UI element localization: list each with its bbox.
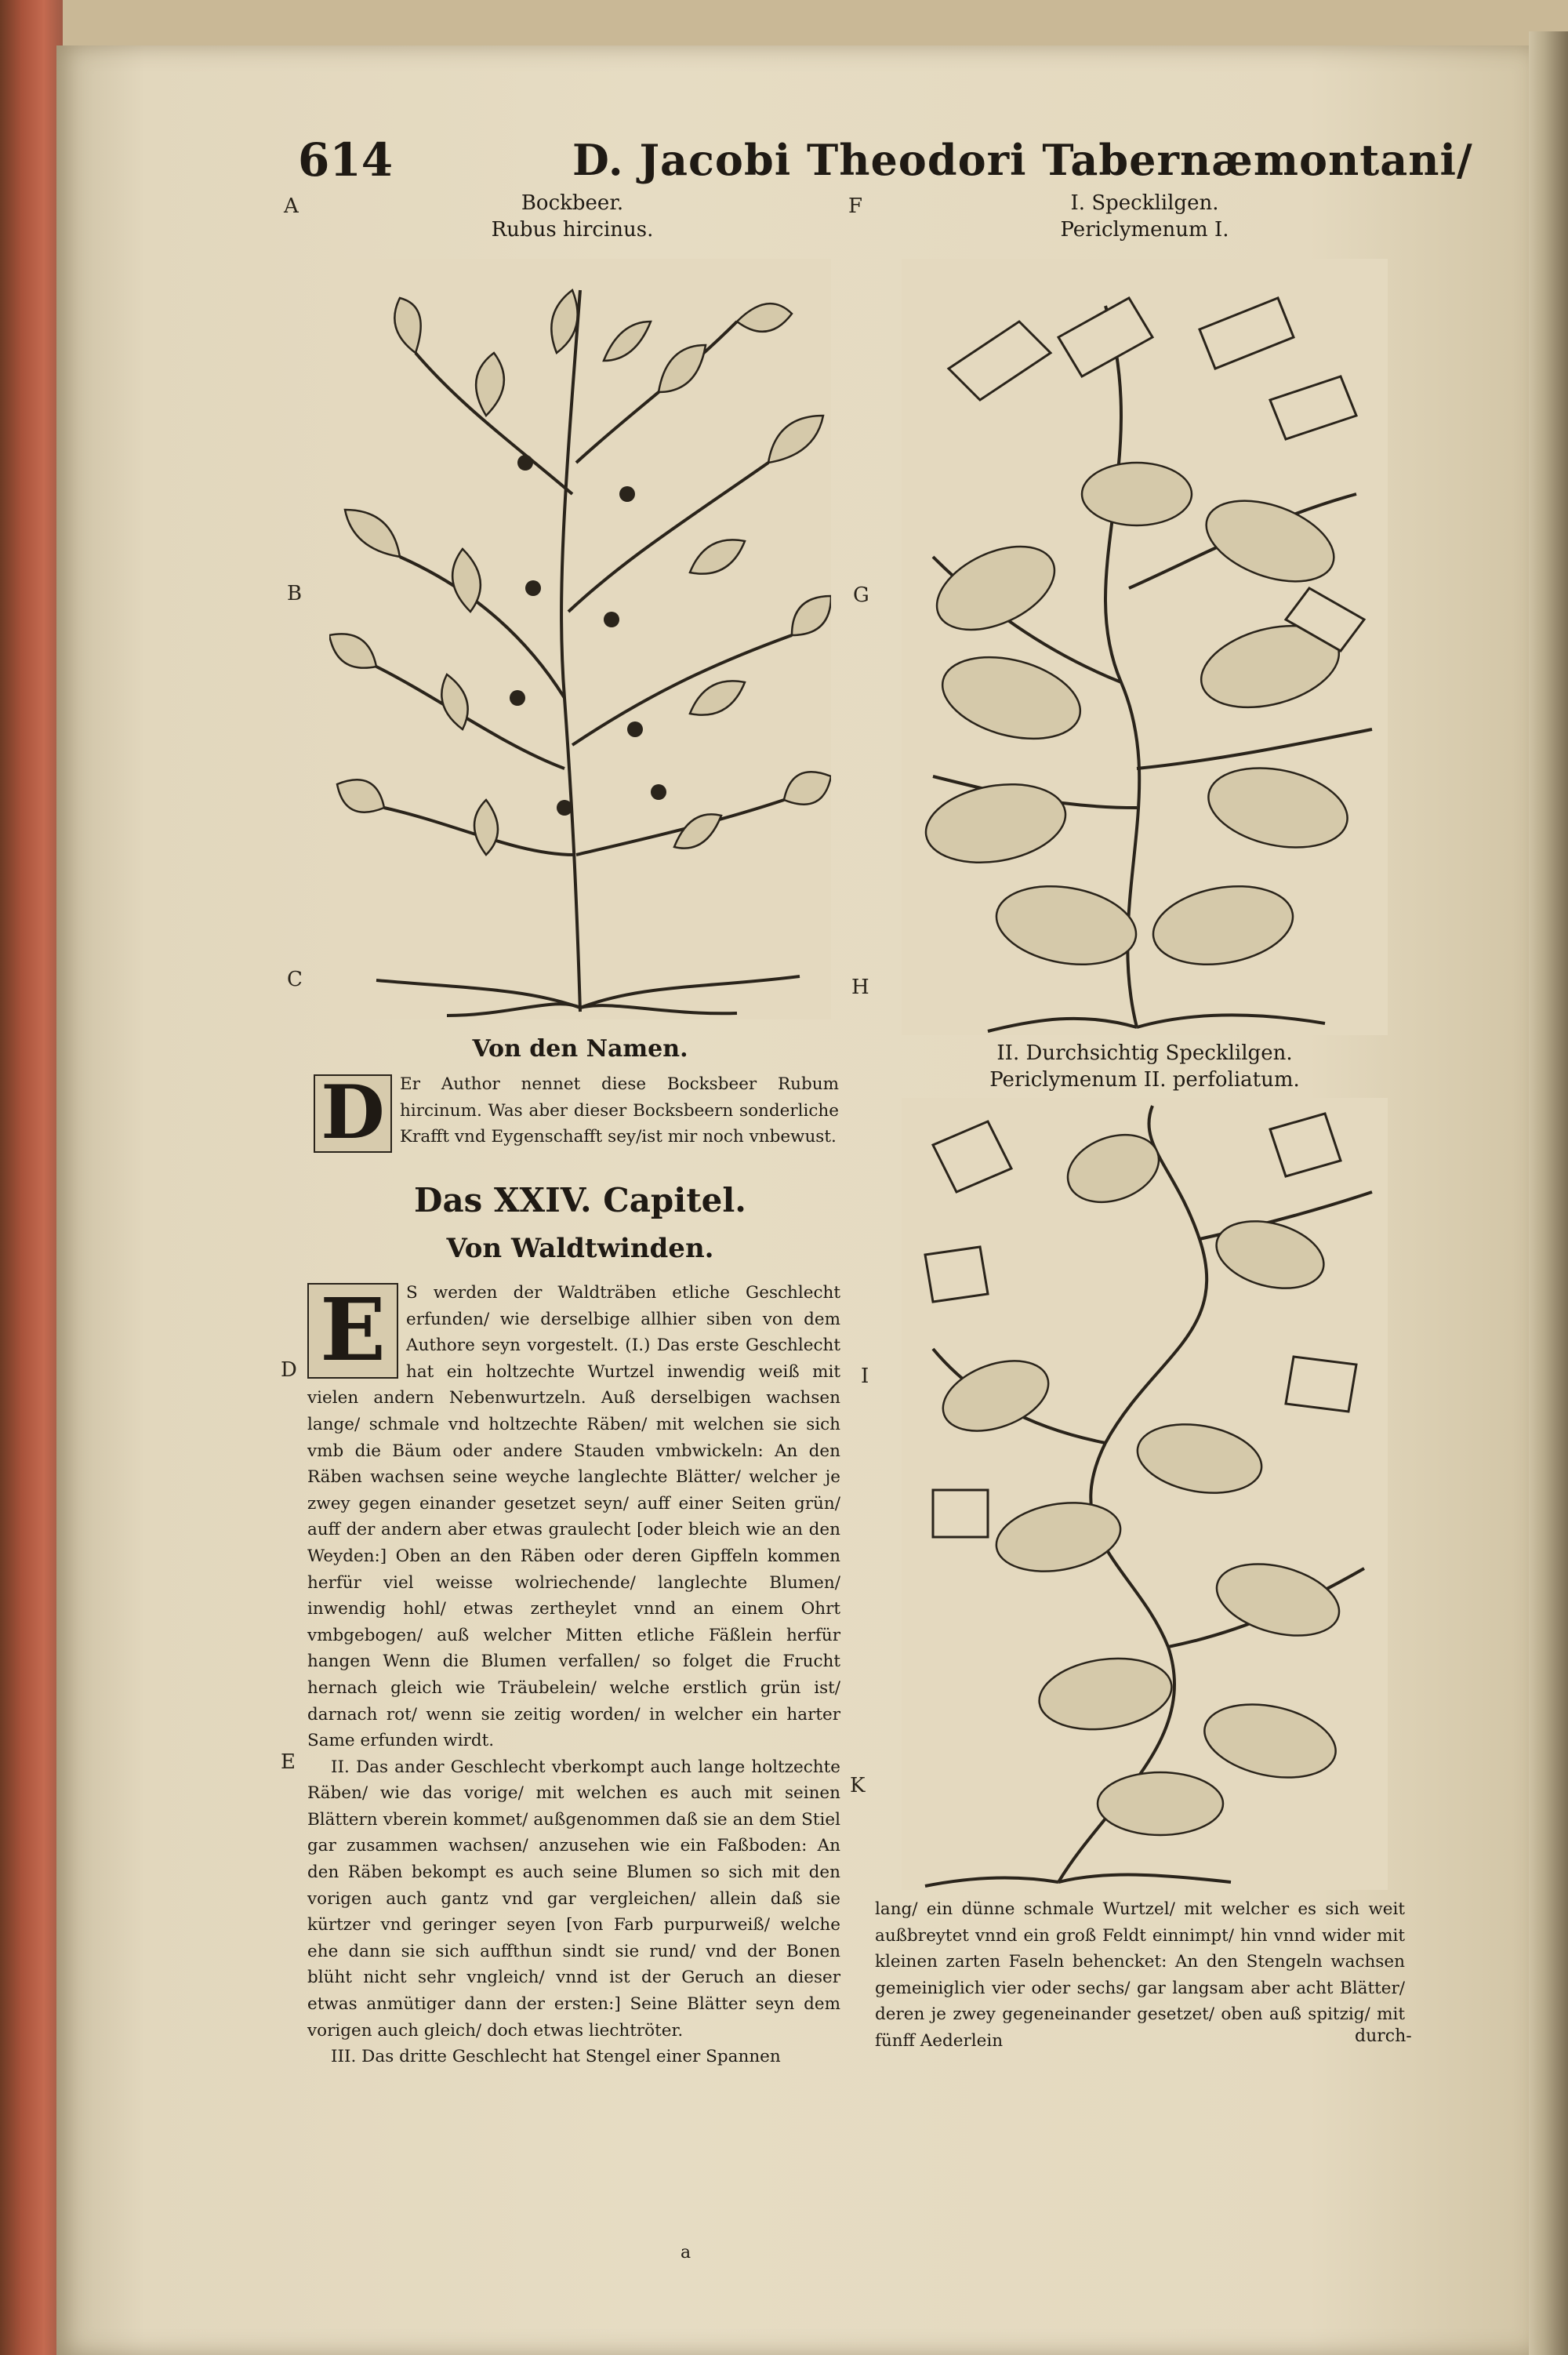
chapter-title: Das XXIV. Capitel. [414,1181,746,1219]
rubus-woodcut-svg [329,259,831,1019]
chapter-subtitle: Von Waldtwinden. [446,1233,714,1264]
margin-letter-a: A [284,194,299,218]
figure-caption-latin: Periclymenum I. [1060,218,1229,242]
periclymenum-two-woodcut-svg [902,1098,1388,1890]
names-section-body [314,1070,839,1156]
page-number: 614 [298,133,394,187]
chapter-paragraph-three: III. Das dritte Geschlecht hat Stengel einer Spannen [331,2047,781,2067]
periclymenum-one-woodcut-svg [902,259,1388,1035]
margin-letter-c: C [287,968,303,991]
figure-caption-latin: Rubus hircinus. [491,218,654,242]
names-section-heading: Von den Namen. [472,1035,688,1063]
chapter-paragraph-one-text: S werden der Waldträben etliche Geschlecht erfunden/ wie derselbige allhier siben von dem Authore seyn vorgestelt. (I.) Das erste Geschlecht hat ein holtzechte Wurtzel inwendig weiß mit vielen andern Nebenwurtzeln. Auß derselbigen wachsen lange/ schmale vnd holtzechte Räben/ mit welchen sie sich vmb die Bäum oder andere Stauden vmbwickeln: An den Räben wachsen seine weyche langlechte Blätter/ welcher je zwey gegen einander gesetzet seyn/ auff einer Seiten grün/ auff der andern aber etwas graulecht [oder bleich wie an den Weyden:] Oben an den Räben oder deren Gipffeln kommen herfür viel weisse wolriechende/ langlechte Blumen/ inwendig hohl/ etwas zertheylet vnnd an einem Ohrt vmbgebogen/ auß welcher Mitten etliche Fäßlein herfür hangen Wenn die Blumen verfallen/ so folget die Frucht hernach gleich wie Träubelein/ welche erstlich grün ist/ darnach rot/ wenn sie zeitig worden/ in welcher ein harter Same erfunden wirdt. [307,1283,840,1751]
right-column-text: lang/ ein dünne schmale Wurtzel/ mit welcher es sich weit außbreytet vnnd ein groß Feldt einnimpt/ hin vnnd wider mit kleinen zarten Faseln behencket: An den Stengeln wachsen gemeiniglich vier oder sechs/ gar langsam aber acht Blätter/ deren je zwey gegeneinander gesetzet/ oben auß spitzig/ mit fünff Aederlein [875,1899,1405,2051]
chapter-paragraph-one [307,1280,840,1754]
margin-letter-b: B [287,582,303,605]
margin-letter-d: D [281,1358,297,1382]
figure-caption-vernacular: II. Durchsichtig Specklilgen. [996,1041,1293,1065]
margin-letter-h: H [851,976,869,999]
names-section-text: Er Author nennet diese Bocksbeer Rubum hircinum. Was aber dieser Bocksbeern sonderliche Krafft vnd Eygenschafft sey/ist mir noch vnbewust. [400,1074,839,1147]
margin-letter-f: F [848,194,863,218]
signature-mark: a [681,2243,691,2262]
margin-letter-k: K [850,1774,866,1797]
chapter-paragraph-two: II. Das ander Geschlecht vberkompt auch lange holtzechte Räben/ wie das vorige/ mit welchen es auch mit seinen Blättern vberein kommet/ außgenommen daß sie an dem Stiel gar zusammen wachsen/ anzusehen wie ein Faßboden: An den Räben bekompt es auch seine Blumen so sich mit den vorigen auch gantz vnd gar vergleichen/ allein daß sie kürtzer vnd geringer seyen [von Farb purpurweiß/ welche ehe dann sie sich auffthun sindt sie rund/ vnd der Bonen blüht nicht sehr vngleich/ vnnd ist der Geruch an dieser etwas anmütiger dann der ersten:] Seine Blätter seyn dem vorigen auch gleich/ doch etwas liechtröter. [307,1757,840,2041]
margin-letter-i: I [861,1365,869,1388]
margin-letter-g: G [853,583,869,607]
catchword: durch- [1355,2026,1412,2046]
periclymenum-one-woodcut-illustration [902,259,1388,1035]
periclymenum-two-woodcut-illustration [902,1098,1388,1890]
margin-letter-e: E [281,1750,296,1774]
running-head: D. Jacobi Theodori Tabernæmontani/ [572,135,1473,185]
figure-caption-latin: Periclymenum II. perfoliatum. [989,1068,1300,1092]
figure-caption-vernacular: Bockbeer. [521,191,624,215]
chapter-dropcap: E [307,1283,398,1379]
rubus-woodcut-illustration [329,259,831,1019]
book-edge-right [1529,31,1568,2355]
left-column-text [307,1280,840,2070]
names-dropcap: D [314,1074,392,1153]
book-edge-left [0,0,63,2355]
figure-caption-vernacular: I. Specklilgen. [1070,191,1219,215]
